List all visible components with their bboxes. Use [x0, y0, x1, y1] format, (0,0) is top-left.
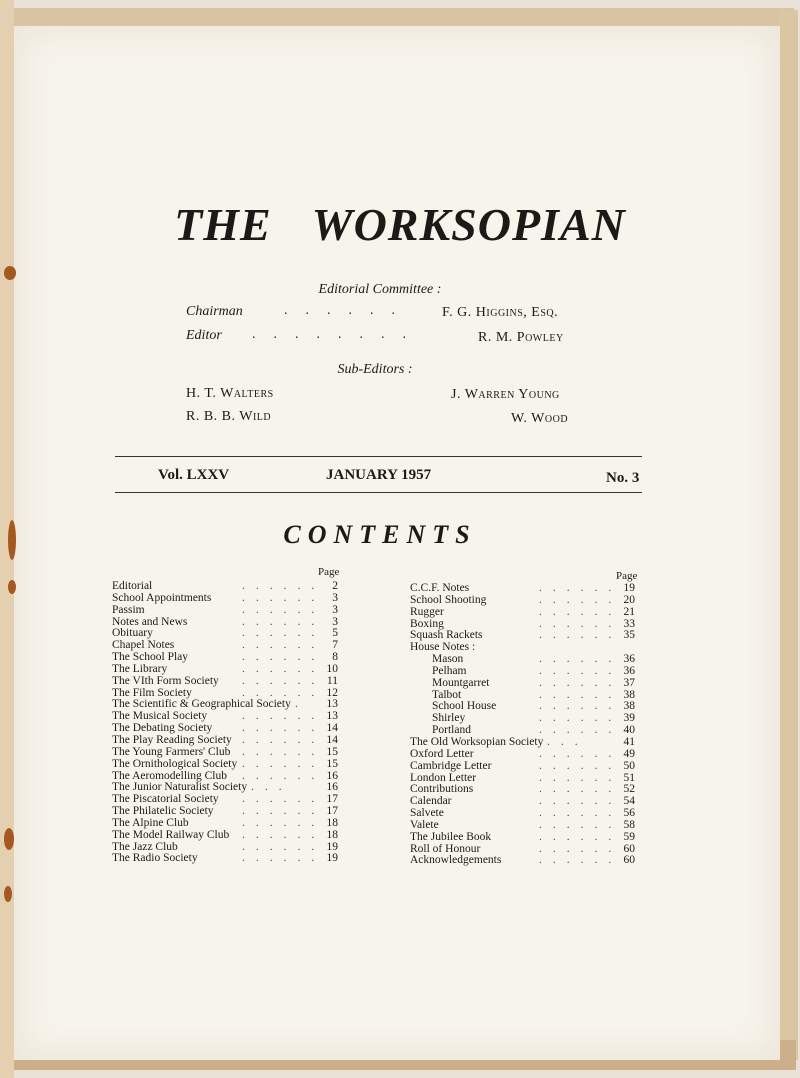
- leader-dots: ......: [539, 747, 623, 760]
- page-edge-top: [14, 8, 794, 28]
- contents-entry: [112, 830, 342, 842]
- entry-page-number: 39: [623, 712, 635, 725]
- editor-name: R. M. Powley: [478, 330, 564, 345]
- entry-page-number: 15: [326, 745, 338, 758]
- entry-page-number: 3: [332, 603, 338, 616]
- sub-editor: W. Wood: [511, 411, 569, 426]
- entry-page-number: 59: [623, 830, 635, 843]
- contents-entry: [112, 747, 342, 759]
- entry-title: The Film Society: [112, 686, 192, 699]
- entry-title: Mountgarret: [432, 676, 490, 689]
- contents-entry: [410, 820, 640, 832]
- entry-title: The Old Worksopian Society: [410, 735, 544, 748]
- entry-title: The Musical Society: [112, 710, 208, 723]
- leader-dots: ......: [539, 807, 623, 820]
- leader-dots: ......: [539, 854, 623, 867]
- entry-title: Contributions: [410, 783, 474, 796]
- entry-title: Editorial: [112, 580, 153, 592]
- entry-page-number: 40: [623, 724, 635, 737]
- contents-entry: [112, 853, 342, 865]
- contents-left-column: [112, 581, 342, 865]
- contents-entry: [410, 678, 640, 690]
- entry-title: The Alpine Club: [112, 816, 189, 829]
- entry-page-number: 12: [326, 686, 338, 699]
- contents-entry: [410, 832, 640, 844]
- entry-title: Roll of Honour: [410, 842, 481, 855]
- rust-spot: [4, 266, 16, 280]
- leader-dots: ......: [539, 629, 623, 642]
- entry-page-number: 50: [623, 759, 635, 772]
- entry-page-number: 18: [326, 816, 338, 829]
- entry-title: The School Play: [112, 651, 189, 664]
- leader-dots: ......: [242, 816, 326, 829]
- contents-entry: [410, 666, 640, 678]
- leader-dots: ......: [242, 674, 326, 687]
- entry-title: Rugger: [410, 605, 444, 618]
- leader-dots: ......: [242, 639, 326, 652]
- leader-dots: ......: [539, 700, 623, 713]
- entry-page-number: 17: [326, 793, 338, 806]
- page-edge-right: [778, 10, 798, 1060]
- entry-title: School Shooting: [410, 593, 487, 606]
- contents-entry: [410, 749, 640, 761]
- leader-dots: ......: [242, 662, 326, 675]
- entry-title: Portland: [432, 724, 471, 737]
- entry-title: London Letter: [410, 771, 477, 784]
- leader-dots: ......: [539, 771, 623, 784]
- sub-editor: J. Warren Young: [451, 387, 560, 402]
- entry-page-number: 3: [332, 591, 338, 604]
- entry-page-number: 11: [326, 674, 338, 687]
- leader-dots: ......: [242, 852, 326, 865]
- editor-label: Editor: [186, 328, 222, 343]
- entry-page-number: 49: [623, 747, 635, 760]
- leader-dots: ........: [252, 327, 424, 342]
- entry-page-number: 13: [326, 698, 338, 711]
- entry-page-number: 33: [623, 617, 635, 630]
- rust-spot: [4, 828, 14, 850]
- entry-page-number: 60: [623, 854, 635, 867]
- entry-page-number: 7: [332, 639, 338, 652]
- leader-dots: ......: [242, 828, 326, 841]
- leader-dots: ......: [242, 710, 326, 723]
- entry-title: The Ornithological Society: [112, 757, 238, 770]
- leader-dots: ......: [539, 605, 623, 618]
- entry-page-number: 36: [623, 664, 635, 677]
- leader-dots: ......: [242, 686, 326, 699]
- entry-title: The Young Farmers' Club: [112, 745, 231, 758]
- entry-page-number: 18: [326, 828, 338, 841]
- entry-title: Oxford Letter: [410, 747, 474, 760]
- entry-page-number: 19: [623, 582, 635, 594]
- entry-title: Talbot: [432, 688, 462, 701]
- entry-title: The Jazz Club: [112, 840, 178, 853]
- leader-dots: ...: [547, 735, 589, 748]
- entry-page-number: 5: [332, 627, 338, 640]
- entry-page-number: 19: [326, 852, 338, 865]
- entry-page-number: 36: [623, 653, 635, 666]
- leader-dots: ......: [539, 842, 623, 855]
- leader-dots: ......: [242, 793, 326, 806]
- leader-dots: ......: [242, 733, 326, 746]
- sub-editor: H. T. Walters: [186, 386, 274, 401]
- contents-entry: [410, 607, 640, 619]
- leader-dots: ......: [242, 580, 326, 592]
- entry-page-number: 2: [332, 580, 338, 592]
- chairman-label: Chairman: [186, 304, 243, 319]
- entry-title: House Notes :: [410, 641, 476, 654]
- issue-date: JANUARY 1957: [326, 467, 432, 483]
- leader-dots: ......: [539, 617, 623, 630]
- entry-title: The Radio Society: [112, 852, 198, 865]
- contents-right-column: [410, 583, 640, 867]
- entry-title: School House: [432, 700, 497, 713]
- entry-title: The Jubilee Book: [410, 830, 492, 843]
- leader-dots: ......: [539, 759, 623, 772]
- bottom-rule: [115, 492, 642, 493]
- leader-dots: ......: [539, 724, 623, 737]
- entry-page-number: 58: [623, 818, 635, 831]
- leader-dots: ......: [539, 676, 623, 689]
- entry-title: The Model Railway Club: [112, 828, 230, 841]
- contents-entry: [112, 664, 342, 676]
- contents-heading: CONTENTS: [283, 520, 477, 549]
- contents-entry: [112, 818, 342, 830]
- entry-page-number: 16: [326, 781, 338, 794]
- entry-title: The Play Reading Society: [112, 733, 232, 746]
- leader-dots: ......: [539, 593, 623, 606]
- entry-page-number: 35: [623, 629, 635, 642]
- entry-title: The Aeromodelling Club: [112, 769, 227, 782]
- entry-page-number: 38: [623, 700, 635, 713]
- entry-title: Squash Rackets: [410, 629, 483, 642]
- entry-title: Cambridge Letter: [410, 759, 492, 772]
- entry-title: Notes and News: [112, 615, 188, 628]
- entry-title: School Appointments: [112, 591, 212, 604]
- leader-dots: ......: [242, 745, 326, 758]
- contents-entry: [410, 855, 640, 867]
- entry-title: The Philatelic Society: [112, 805, 214, 818]
- volume-number: Vol. LXXV: [158, 467, 230, 483]
- leader-dots: ......: [242, 840, 326, 853]
- entry-title: Acknowledgements: [410, 854, 502, 867]
- chairman-name: F. G. Higgins, Esq.: [442, 305, 559, 320]
- rust-spot: [4, 886, 12, 902]
- contents-entry: [112, 759, 342, 771]
- contents-entry: [410, 761, 640, 773]
- entry-page-number: 17: [326, 805, 338, 818]
- entry-page-number: 14: [326, 722, 338, 735]
- leader-dots: ......: [242, 722, 326, 735]
- entry-title: Valete: [410, 818, 439, 831]
- leader-dots: ......: [539, 582, 623, 594]
- leader-dots: ......: [242, 615, 326, 628]
- entry-page-number: 14: [326, 733, 338, 746]
- entry-title: The Piscatorial Society: [112, 793, 219, 806]
- title-part-1: THE: [174, 199, 272, 250]
- leader-dots: ......: [242, 769, 326, 782]
- contents-entry: [112, 676, 342, 688]
- entry-page-number: 10: [326, 662, 338, 675]
- contents-entry: [410, 595, 640, 607]
- leader-dots: ......: [242, 805, 326, 818]
- leader-dots: ......: [242, 627, 326, 640]
- entry-page-number: 19: [326, 840, 338, 853]
- contents-entry: [112, 605, 342, 617]
- entry-page-number: 8: [332, 651, 338, 664]
- entry-title: Obituary: [112, 627, 153, 640]
- page-column-header: Page: [616, 570, 638, 582]
- entry-title: Mason: [432, 653, 464, 666]
- leader-dots: ......: [242, 603, 326, 616]
- entry-title: The VIth Form Society: [112, 674, 219, 687]
- leader-dots: ......: [242, 651, 326, 664]
- entry-page-number: 3: [332, 615, 338, 628]
- rust-spot: [8, 580, 16, 594]
- leader-dots: ......: [242, 757, 326, 770]
- entry-page-number: 38: [623, 688, 635, 701]
- entry-title: The Debating Society: [112, 722, 213, 735]
- sub-editor: R. B. B. Wild: [186, 409, 272, 424]
- entry-page-number: 20: [623, 593, 635, 606]
- entry-title: The Junior Naturalist Society: [112, 781, 248, 794]
- contents-entry: [112, 593, 342, 605]
- entry-title: The Library: [112, 662, 168, 675]
- page-column-header: Page: [318, 566, 340, 578]
- entry-page-number: 13: [326, 710, 338, 723]
- leader-dots: ......: [539, 712, 623, 725]
- entry-page-number: 15: [326, 757, 338, 770]
- entry-page-number: 56: [623, 807, 635, 820]
- leader-dots: ......: [539, 688, 623, 701]
- entry-page-number: 37: [623, 676, 635, 689]
- entry-title: C.C.F. Notes: [410, 582, 470, 594]
- entry-title: Passim: [112, 603, 145, 616]
- entry-page-number: 51: [623, 771, 635, 784]
- entry-title: The Scientific & Geographical Society: [112, 698, 291, 711]
- entry-page-number: 21: [623, 605, 635, 618]
- sub-editors-heading: Sub-Editors :: [337, 362, 413, 377]
- top-rule: [115, 456, 642, 457]
- entry-page-number: 52: [623, 783, 635, 796]
- entry-page-number: 54: [623, 795, 635, 808]
- entry-title: Pelham: [432, 664, 467, 677]
- title-part-2: WORKSOPIAN: [311, 199, 626, 250]
- leader-dots: ......: [539, 783, 623, 796]
- leader-dots: ......: [539, 653, 623, 666]
- leader-dots: ......: [539, 830, 623, 843]
- entry-page-number: 16: [326, 769, 338, 782]
- entry-title: Salvete: [410, 807, 444, 820]
- entry-page-number: 60: [623, 842, 635, 855]
- entry-title: Calendar: [410, 795, 452, 808]
- entry-title: Boxing: [410, 617, 444, 630]
- editorial-committee-heading: Editorial Committee :: [318, 282, 442, 297]
- leader-dots: ......: [539, 818, 623, 831]
- leader-dots: ......: [242, 591, 326, 604]
- leader-dots: ......: [539, 664, 623, 677]
- leader-dots: .: [295, 698, 309, 711]
- entry-title: Chapel Notes: [112, 639, 175, 652]
- magazine-title: [0, 198, 800, 251]
- entry-page-number: 41: [623, 735, 635, 748]
- issue-number: No. 3: [606, 470, 640, 486]
- leader-dots: ...: [251, 781, 293, 794]
- leader-dots: ......: [539, 795, 623, 808]
- entry-title: Shirley: [432, 712, 466, 725]
- leader-dots: ......: [284, 303, 413, 318]
